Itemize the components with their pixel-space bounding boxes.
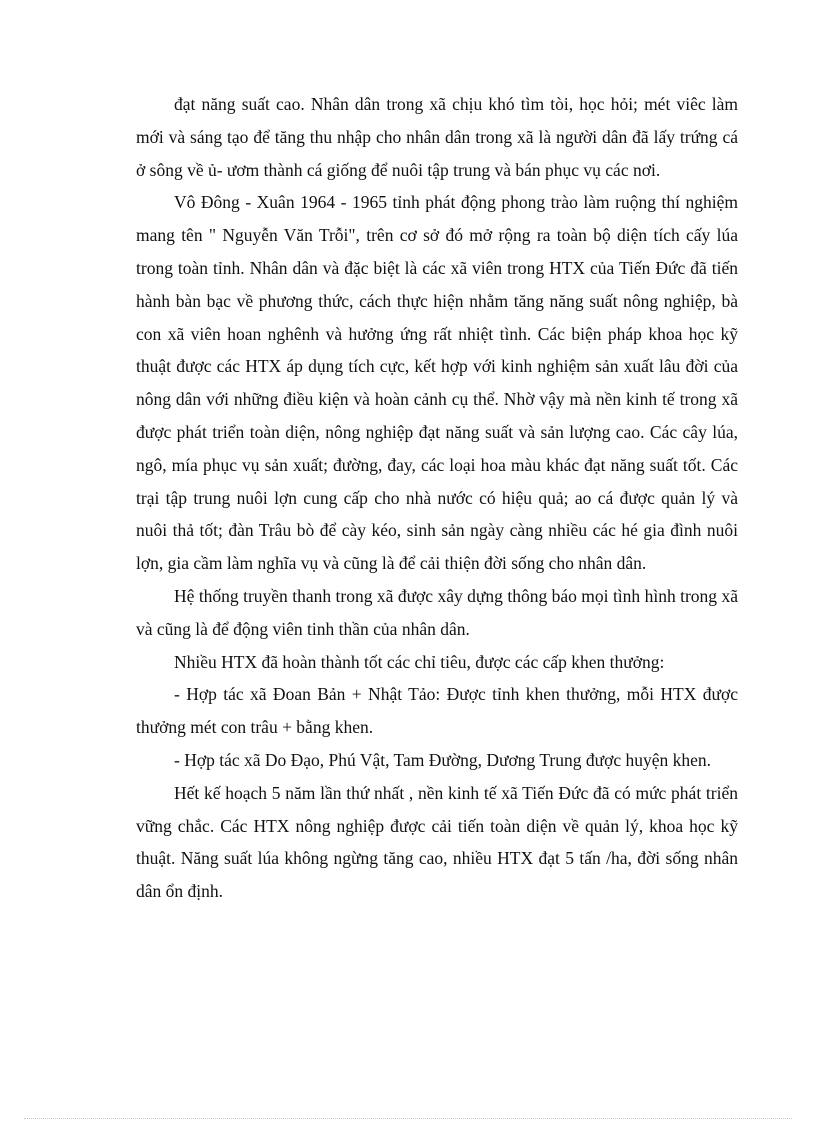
paragraph-7: Hết kế hoạch 5 năm lần thứ nhất , nền kinh tế xã Tiến Đức đã có mức phát triển vững chắc. Các HTX nông nghiệp được cải tiến toàn diện về quản lý, khoa học kỹ thuật. Năng suất lúa không ngừng tăng cao, nhiều HTX đạt 5 tấn /ha, đời sống nhân dân ổn định.	[136, 782, 738, 902]
paragraph-6: - Hợp tác xã Do Đạo, Phú Vật, Tam Đường, Dương Trung được huyện khen.	[174, 749, 712, 770]
paragraph-4: Nhiều HTX đã hoàn thành tốt các chỉ tiêu, được các cấp khen thưởng:	[174, 651, 665, 672]
paragraph-2: Vô Đông - Xuân 1964 - 1965 tỉnh phát động phong trào làm ruộng thí nghiệm mang tên " Nguyễn Văn Trỗi", trên cơ sở đó mở rộng ra toàn bộ diện tích cấy lúa trong toàn tỉnh. Nhân dân và đặc biệt là các xã viên trong HTX của Tiến Đức đã tiến hành bàn bạc về phương thức, cách thực hiện nhằm tăng năng suất nông nghiệp, bà con xã viên hoan nghênh và hưởng ứng rất nhiệt tình. Các biện pháp khoa học kỹ thuật được các HTX áp dụng tích cực, kết hợp với kinh nghiệm sản xuất lâu đời của nông dân với những điều kiện và hoàn cảnh cụ thể. Nhờ vậy mà nền kinh tế trong xã được phát triển toàn diện, nông nghiệp đạt năng suất và sản lượng cao. Các cây lúa, ngô, mía phục vụ sản xuất; đường, đay, các loại hoa màu khác đạt năng suất tốt. Các trại tập trung nuôi lợn cung cấp cho nhà nước có hiệu quả; ao cá được quản lý và nuôi thả tốt; đàn Trâu bò để cày kéo, sinh sản ngày càng nhiều các hé gia đình nuôi lợn, gia cầm làm nghĩa vụ và cũng là để cải thiện đời sống cho nhân dân.	[136, 192, 738, 574]
page-bottom-divider	[24, 1118, 792, 1119]
paragraph-5: - Hợp tác xã Đoan Bản + Nhật Tảo: Được tỉnh khen thưởng, mỗi HTX được thưởng mét con trâu + bằng khen.	[136, 684, 738, 738]
paragraph-3: Hệ thống truyền thanh trong xã được xây dựng thông báo mọi tình hình trong xã và cũng là để động viên tinh thần của nhân dân.	[136, 585, 738, 639]
paragraph-1: đạt năng suất cao. Nhân dân trong xã chịu khó tìm tòi, học hỏi; mét viêc làm mới và sáng tạo để tăng thu nhập cho nhân dân trong xã là người dân đã lấy trứng cá ở sông về ủ- ươm thành cá giống để nuôi tập trung và bán phục vụ các nơi.	[136, 94, 738, 180]
document-body	[136, 88, 738, 908]
